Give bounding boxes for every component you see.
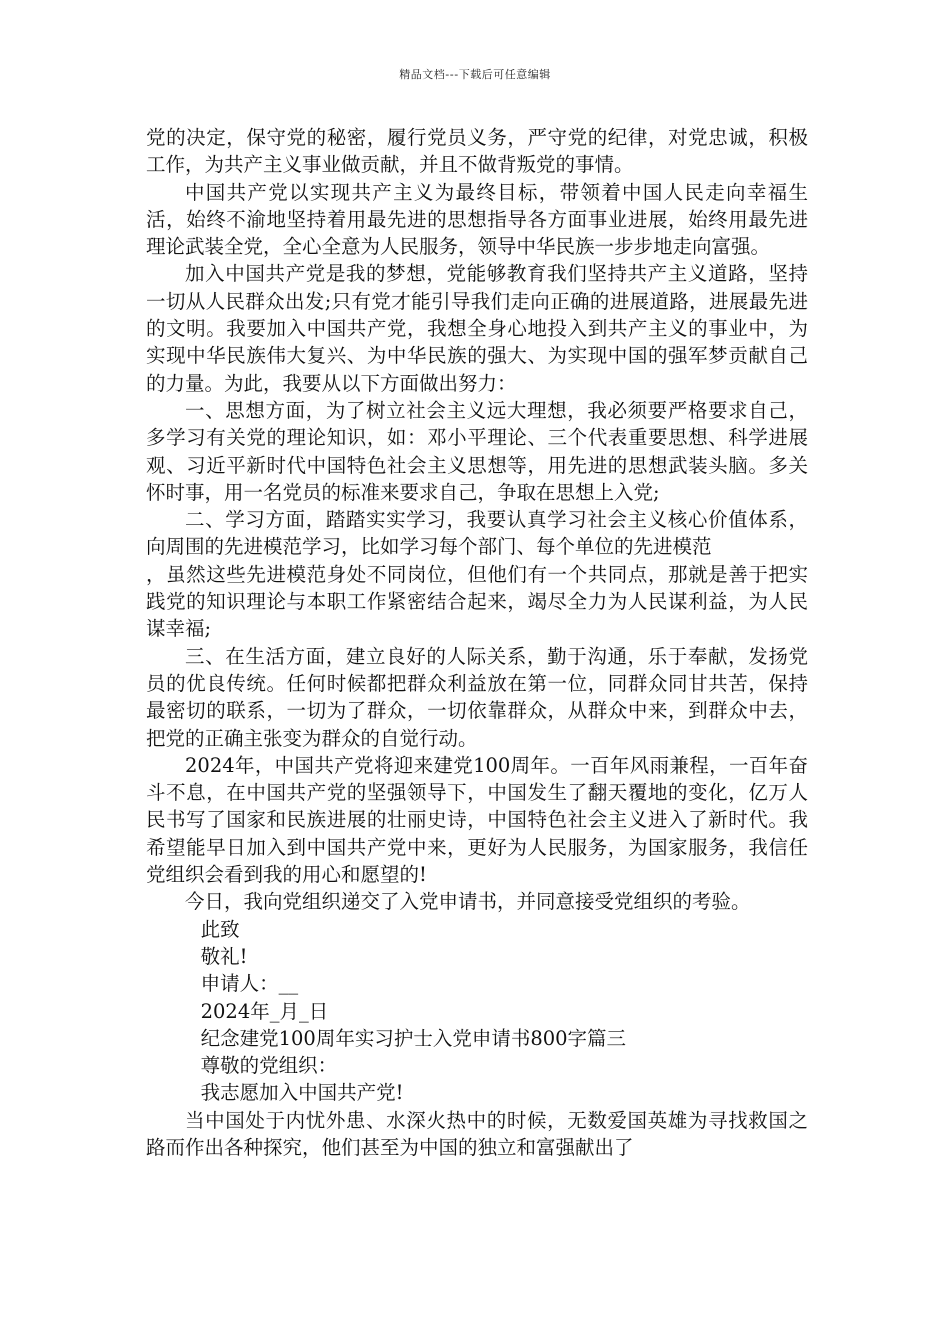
paragraph-2: 中国共产党以实现共产主义为最终目标，带领着中国人民走向幸福生活，始终不渝地坚持着用最先进的思想指导各方面事业进展，始终用最先进理论武装全党，全心全意为人民服务，领导中华民族一步步地走向富强。 bbox=[146, 180, 808, 259]
closing-regards: 敬礼! bbox=[200, 944, 248, 968]
document-body bbox=[146, 124, 808, 1161]
section-body: 当中国处于内忧外患、水深火热中的时候，无数爱国英雄为寻找救国之路而作出各种探究，他们甚至为中国的独立和富强献出了 bbox=[146, 1108, 808, 1159]
section-opening: 我志愿加入中国共产党! bbox=[200, 1081, 404, 1105]
paragraph-7: 三、在生活方面，建立良好的人际关系，勤于沟通，乐于奉献，发扬党员的优良传统。任何时候都把群众利益放在第一位，同群众同甘共苦，保持最密切的联系，一切为了群众，一切依靠群众，从群众中来，到群众中去，把党的正确主张变为群众的自觉行动。 bbox=[146, 644, 808, 750]
paragraph-5: 二、学习方面，踏踏实实学习，我要认真学习社会主义核心价值体系，向周围的先进模范学习，比如学习每个部门、每个单位的先进模范 bbox=[146, 508, 808, 559]
closing-salute: 此致 bbox=[200, 917, 240, 941]
paragraph-3: 加入中国共产党是我的梦想，党能够教育我们坚持共产主义道路，坚持一切从人民群众出发;只有党才能引导我们走向正确的进展道路，进展最先进的文明。我要加入中国共产党，我想全身心地投入到共产主义的事业中，为实现中华民族伟大复兴、为中华民族的强大、为实现中国的强军梦贡献自己的力量。为此，我要从以下方面做出努力： bbox=[146, 262, 808, 395]
section-greeting: 尊敬的党组织： bbox=[200, 1054, 338, 1078]
page-header: 精品文档---下载后可任意编辑 bbox=[399, 68, 551, 81]
paragraph-6: ，虽然这些先进模范身处不同岗位，但他们有一个共同点，那就是善于把实践党的知识理论与本职工作紧密结合起来，竭尽全力为人民谋利益，为人民谋幸福; bbox=[146, 562, 808, 641]
paragraph-4: 一、思想方面，为了树立社会主义远大理想，我必须要严格要求自己，多学习有关党的理论知识，如：邓小平理论、三个代表重要思想、科学进展观、习近平新时代中国特色社会主义思想等，用先进的思想武装头脑。多关怀时事，用一名党员的标准来要求自己，争取在思想上入党; bbox=[146, 398, 808, 504]
application-date: 2024年_月_日 bbox=[200, 999, 329, 1023]
paragraph-8: 2024年，中国共产党将迎来建党100周年。一百年风雨兼程，一百年奋斗不息，在中国共产党的坚强领导下，中国发生了翻天覆地的变化，亿万人民书写了国家和民族进展的壮丽史诗，中国特色社会主义进入了新时代。我希望能早日加入到中国共产党中来，更好为人民服务，为国家服务，我信任党组织会看到我的用心和愿望的! bbox=[146, 753, 808, 887]
paragraph-1: 党的决定，保守党的秘密，履行党员义务，严守党的纪律，对党忠诚，积极工作，为共产主义事业做贡献，并且不做背叛党的事情。 bbox=[146, 126, 808, 177]
applicant-signature: 申请人：__ bbox=[200, 972, 299, 996]
section-title: 纪念建党100周年实习护士入党申请书800字篇三 bbox=[200, 1026, 627, 1050]
paragraph-9: 今日，我向党组织递交了入党申请书，并同意接受党组织的考验。 bbox=[185, 890, 751, 914]
